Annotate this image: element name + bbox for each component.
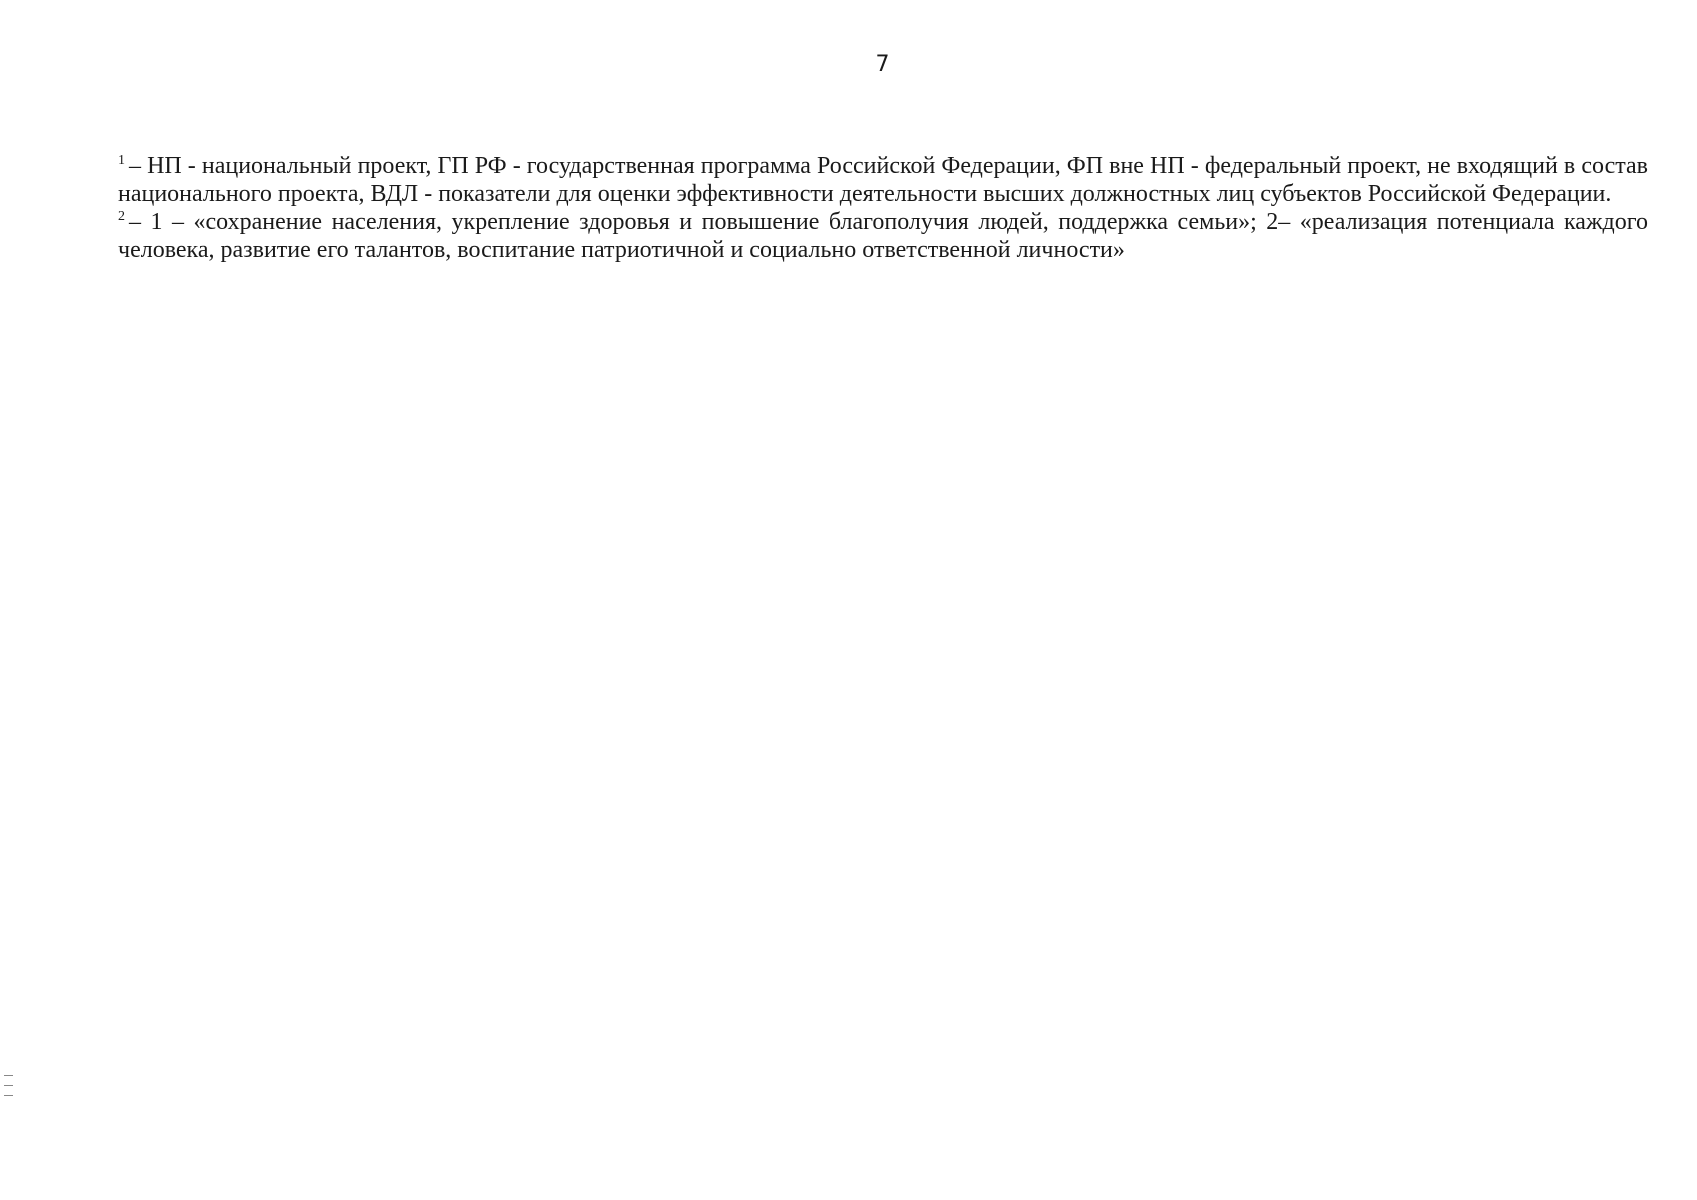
footnote-1-marker: 1 xyxy=(118,153,125,168)
footnote-2-text: – 1 – «сохранение населения, укрепление здоровья и повышение благополучия людей, поддержка семьи»; 2– «реализация потенциала каждого человека, развитие его талантов, воспитание патриотичной и социально ответственной личности» xyxy=(118,209,1648,263)
scan-artifact xyxy=(4,1075,13,1076)
footnotes-section xyxy=(118,152,1648,264)
footnote-1 xyxy=(118,152,1648,208)
scan-artifact xyxy=(4,1095,13,1096)
page-number: 7 xyxy=(875,52,890,77)
footnote-1-text: – НП - национальный проект, ГП РФ - государственная программа Российской Федерации, ФП вне НП - федеральный проект, не входящий в состав национального проекта, ВДЛ - показатели для оценки эффективности деятельности высших должностных лиц субъектов Российской Федерации. xyxy=(118,153,1648,207)
footnote-2 xyxy=(118,208,1648,264)
scan-artifact xyxy=(4,1085,13,1086)
footnote-2-marker: 2 xyxy=(118,209,125,224)
